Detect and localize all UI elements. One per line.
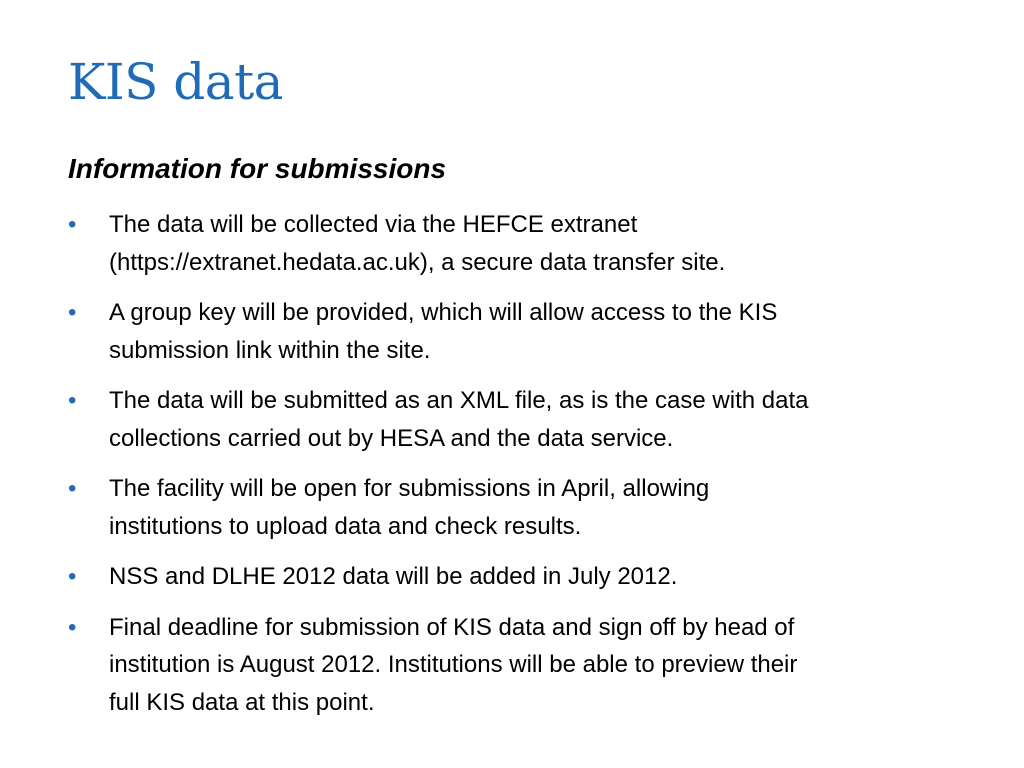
bullet-icon: • <box>68 387 77 414</box>
bullet-item <box>68 470 968 545</box>
slide-title: KIS data <box>68 53 283 111</box>
bullet-text-line: institutions to upload data and check results. <box>109 512 582 540</box>
bullet-text-line: A group key will be provided, which will allow access to the KIS <box>109 299 778 326</box>
bullet-icon: • <box>68 613 77 641</box>
bullet-icon: • <box>68 299 77 326</box>
bullet-text-line: submission link within the site. <box>109 336 431 364</box>
bullet-list <box>68 206 968 734</box>
bullet-item <box>68 382 968 457</box>
bullet-text-line: collections carried out by HESA and the data service. <box>109 424 674 452</box>
bullet-text-line: institution is August 2012. Institutions will be able to preview their <box>109 651 798 678</box>
bullet-item <box>68 206 968 281</box>
bullet-text-line: The facility will be open for submissions in April, allowing <box>109 475 710 502</box>
bullet-text-line: full KIS data at this point. <box>109 688 375 716</box>
bullet-icon: • <box>68 563 77 590</box>
bullet-item <box>68 609 968 722</box>
bullet-icon: • <box>68 475 77 502</box>
bullet-item <box>68 558 968 596</box>
bullet-icon: • <box>68 211 77 238</box>
slide-subtitle: Information for submissions <box>68 153 447 184</box>
bullet-text-line: (https://extranet.hedata.ac.uk), a secure data transfer site. <box>109 248 726 276</box>
bullet-text-line: NSS and DLHE 2012 data will be added in July 2012. <box>109 563 678 590</box>
bullet-item <box>68 294 968 369</box>
bullet-text-line: Final deadline for submission of KIS data and sign off by head of <box>109 613 795 641</box>
bullet-text-line: The data will be submitted as an XML file, as is the case with data <box>109 387 809 414</box>
bullet-text-line: The data will be collected via the HEFCE extranet <box>109 211 638 238</box>
